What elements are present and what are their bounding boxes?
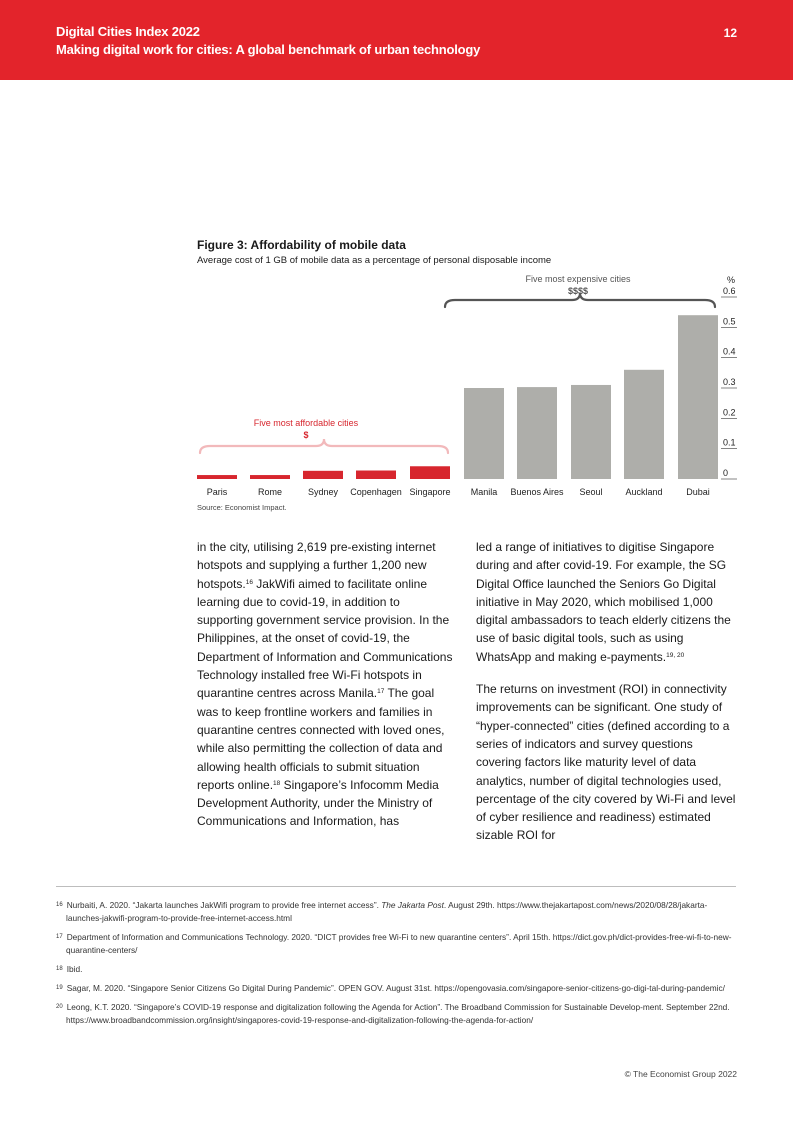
footnote-number: 16 xyxy=(56,902,63,908)
footnote-ref: 19, 20 xyxy=(666,651,685,659)
footnote-publication: The Jakarta Post xyxy=(381,900,444,910)
y-tick-label: 0.6 xyxy=(723,286,736,296)
page-header xyxy=(0,0,793,80)
footnote-ref: 16 xyxy=(245,578,253,586)
figure-subtitle: Average cost of 1 GB of mobile data as a percentage of personal disposable income xyxy=(197,255,552,266)
footnote xyxy=(56,1001,738,1027)
x-tick-label: Sydney xyxy=(307,487,339,497)
affordable-cities-brace xyxy=(200,439,448,453)
x-tick-label: Buenos Aires xyxy=(510,487,564,497)
report-subtitle: Making digital work for cities: A global benchmark of urban technology xyxy=(56,42,481,57)
x-tick-label: Singapore xyxy=(409,487,451,497)
footnote-text: Sagar, M. 2020. “Singapore Senior Citizens Go Digital During Pandemic”. OPEN GOV. August 31st. https://opengovasia.com/singapore-senior-citizens-go-digi-tal-during-pandemic/ xyxy=(66,983,725,993)
footnote-number: 17 xyxy=(56,934,63,940)
body-column-right xyxy=(476,538,736,859)
page-number: 12 xyxy=(723,26,737,40)
affordable-group-symbol: $ xyxy=(303,430,309,440)
bar xyxy=(464,388,504,479)
y-axis-unit: % xyxy=(727,275,736,285)
affordable-group-label: Five most affordable cities xyxy=(253,418,359,428)
footnote-text: Nurbaiti, A. 2020. “Jakarta launches JakWifi program to provide free internet access”. xyxy=(66,900,382,910)
x-tick-label: Manila xyxy=(470,487,498,497)
body-paragraph xyxy=(476,538,736,666)
x-tick-label: Paris xyxy=(206,487,228,497)
body-paragraph xyxy=(476,680,736,845)
expensive-group-label: Five most expensive cities xyxy=(525,274,631,284)
body-text: in the city, utilising 2,619 pre-existing internet hotspots and supplying a further 1,200 new hotspots. xyxy=(197,540,436,591)
footnote-number: 18 xyxy=(56,966,63,972)
bar xyxy=(197,475,237,479)
footnote-ref: 18 xyxy=(273,779,281,787)
bar xyxy=(303,471,343,479)
y-tick-label: 0.3 xyxy=(723,377,736,387)
footnotes xyxy=(56,899,738,1033)
y-tick-label: 0.4 xyxy=(723,346,736,357)
bar xyxy=(517,387,557,479)
bar xyxy=(624,370,664,479)
copyright-notice: © The Economist Group 2022 xyxy=(624,1069,737,1079)
affordability-bar-chart xyxy=(190,268,750,514)
footnote-ref: 17 xyxy=(377,688,385,696)
y-tick-label: 0 xyxy=(723,468,729,478)
body-paragraph xyxy=(197,538,457,831)
x-tick-label: Seoul xyxy=(579,487,603,497)
body-column-left xyxy=(197,538,457,845)
footnote-number: 19 xyxy=(56,985,63,991)
footnote xyxy=(56,931,738,957)
footnote-text: Ibid. xyxy=(66,964,83,974)
y-tick-label: 0.5 xyxy=(723,316,736,327)
report-title: Digital Cities Index 2022 xyxy=(56,24,200,39)
bar xyxy=(250,475,290,479)
footnote xyxy=(56,899,738,925)
footnote-number: 20 xyxy=(56,1004,63,1010)
body-text: JakWifi aimed to facilitate online learning due to covid-19, in addition to supporting government service provision. In the Philippines, at the onset of covid-19, the Department of Information and Communications Technology installed free Wi-Fi hotspots in quarantine centres across Manila. xyxy=(197,576,453,701)
footnote-text: Leong, K.T. 2020. “Singapore’s COVID-19 response and digitalization following the Agenda for Action”. The Broadband Commission for Sustainable Develop-ment. September 22nd. https://www.broadbandcommission.org/insight/singapores-covid-19-response-and-digitalization-following-the-agenda-for-action/ xyxy=(66,1002,730,1025)
bar xyxy=(410,466,450,479)
bar xyxy=(356,471,396,479)
footnote-text: . August 29th. https://www.thejakartapost.com/news/2020/08/28/jakarta-launches-jakwifi-program-to-provide-free-internet-access.html xyxy=(66,900,708,923)
x-tick-label: Dubai xyxy=(686,487,710,497)
footnote xyxy=(56,963,738,976)
figure-title: Figure 3: Affordability of mobile data xyxy=(197,238,406,252)
body-text: The returns on investment (ROI) in connectivity improvements can be significant. One study of “hyper-connected” cities (defined according to a series of indicators and survey questions covering factors like maturity level of data analytics, number of digital technologies used, percentage of the city covered by Wi-Fi and level of cyber resilience and readiness) estimated sizable ROI for xyxy=(476,682,736,843)
body-text: The goal was to keep frontline workers and families in quarantine centres connected with loved ones, while also permitting the collection of data and allowing health officials to submit situation reports online. xyxy=(197,686,445,792)
body-text: Singapore’s Infocomm Media Development Authority, under the Ministry of Communications and Information, has xyxy=(197,777,439,829)
y-tick-label: 0.2 xyxy=(723,407,736,418)
chart-source: Source: Economist Impact. xyxy=(197,503,287,512)
x-tick-label: Auckland xyxy=(625,487,663,497)
x-tick-label: Rome xyxy=(257,487,283,497)
bar xyxy=(571,385,611,479)
y-tick-label: 0.1 xyxy=(723,437,736,448)
footnote-divider xyxy=(56,886,736,887)
bar xyxy=(678,315,718,479)
footnote-text: Department of Information and Communications Technology. 2020. “DICT provides free Wi-Fi to new quarantine centers”. April 15th. https://dict.gov.ph/dict-provides-free-wi-fi-to-new-quarantine-centers/ xyxy=(66,932,732,955)
body-text: led a range of initiatives to digitise Singapore during and after covid-19. For example, the SG Digital Office launched the Seniors Go Digital initiative in May 2020, which mobilised 1,000 digital ambassadors to teach elderly citizens the use of basic digital tools, such as using WhatsApp and making e-payments. xyxy=(476,540,731,664)
expensive-group-symbol: $$$$ xyxy=(567,286,589,296)
x-tick-label: Copenhagen xyxy=(350,487,402,497)
footnote xyxy=(56,982,738,995)
